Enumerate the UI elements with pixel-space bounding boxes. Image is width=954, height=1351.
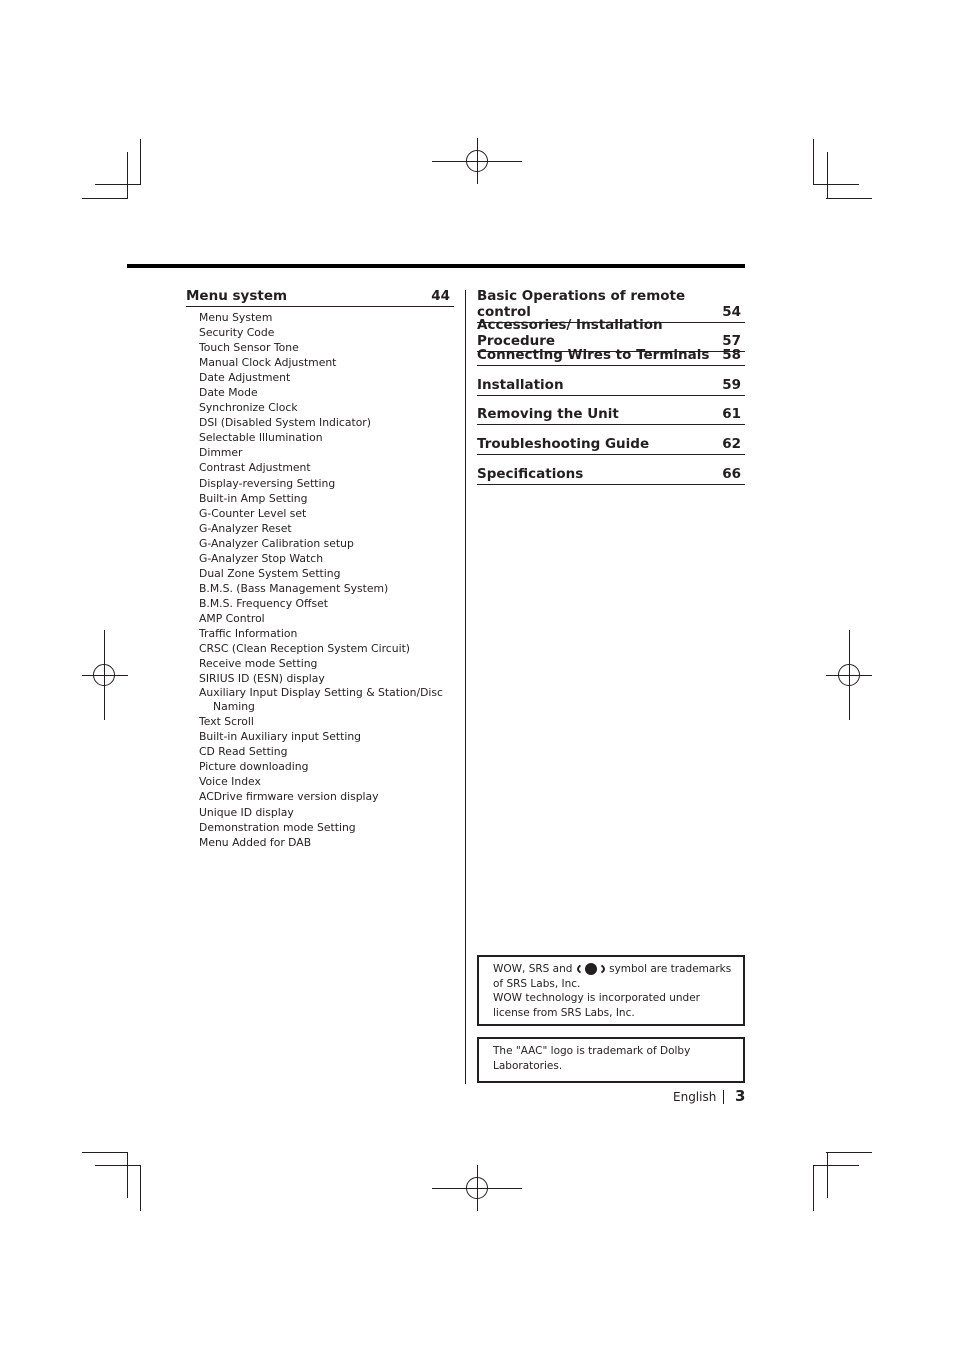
footer-language: English <box>673 1090 717 1104</box>
toc-entry-page: 44 <box>431 288 450 304</box>
toc-entry-connecting-wires[interactable] <box>477 347 745 366</box>
menu-subitem[interactable]: Auxiliary Input Display Setting & Station/Disc <box>199 686 443 700</box>
toc-entry-installation[interactable] <box>477 377 745 396</box>
srs-notice-line2: WOW technology is incorporated under license from SRS Labs, Inc. <box>493 992 700 1019</box>
toc-entry-title: Installation <box>477 377 564 393</box>
menu-subitem[interactable]: Display-reversing Setting <box>199 476 336 490</box>
menu-subitem[interactable]: SIRIUS ID (ESN) display <box>199 672 325 686</box>
toc-entry-removing-unit[interactable] <box>477 406 745 425</box>
srs-notice-text-before: WOW, SRS and <box>493 963 573 975</box>
menu-subitem[interactable]: Demonstration mode Setting <box>199 820 356 834</box>
column-divider <box>465 290 466 1084</box>
menu-subitem[interactable]: ACDrive firmware version display <box>199 790 379 804</box>
menu-subitem[interactable]: Menu System <box>199 311 273 324</box>
toc-entry-page: 59 <box>722 377 741 393</box>
menu-subitem[interactable]: Receive mode Setting <box>199 657 318 671</box>
menu-subitem[interactable]: Dual Zone System Setting <box>199 566 341 580</box>
menu-subitem[interactable]: Touch Sensor Tone <box>199 341 299 355</box>
menu-subitem[interactable]: Date Mode <box>199 386 258 400</box>
toc-entry-title: Menu system <box>186 288 288 304</box>
toc-entry-title: Connecting Wires to Terminals <box>477 347 710 363</box>
menu-subitem[interactable]: Security Code <box>199 326 275 340</box>
toc-entry-page: 61 <box>722 406 741 422</box>
menu-subitem[interactable]: G-Counter Level set <box>199 506 307 520</box>
menu-subitem[interactable]: CRSC (Clean Reception System Circuit) <box>199 642 411 656</box>
srs-notice-text-after: symbol are trademarks of SRS Labs, Inc. <box>493 963 732 990</box>
menu-subitem[interactable]: Picture downloading <box>199 760 309 774</box>
menu-subitem[interactable]: DSI (Disabled System Indicator) <box>199 416 371 430</box>
menu-subitem[interactable]: Text Scroll <box>199 715 254 729</box>
srs-circle-logo-icon <box>577 962 605 976</box>
menu-subitem-continuation[interactable]: Naming <box>213 700 255 714</box>
menu-subitem[interactable]: G-Analyzer Stop Watch <box>199 551 324 565</box>
header-rule <box>127 264 745 268</box>
toc-entry-page: 54 <box>722 304 741 320</box>
toc-entry-page: 57 <box>722 333 741 349</box>
page-number: 3 <box>735 1087 746 1105</box>
menu-subitem-list <box>199 310 454 850</box>
menu-subitem[interactable]: Built-in Amp Setting <box>199 491 308 505</box>
menu-subitem[interactable]: Menu Added for DAB <box>199 835 312 849</box>
menu-subitem[interactable]: B.M.S. (Bass Management System) <box>199 581 389 595</box>
footer-separator <box>723 1090 724 1104</box>
menu-subitem[interactable]: B.M.S. Frequency Offset <box>199 596 328 610</box>
menu-subitem[interactable]: Built-in Auxiliary input Setting <box>199 730 362 744</box>
toc-entry-title: Basic Operations of remote control <box>477 288 686 320</box>
menu-subitem[interactable]: Voice Index <box>199 775 261 789</box>
aac-notice-text: The "AAC" logo is trademark of Dolby Laboratories. <box>493 1045 691 1072</box>
toc-entry-page: 62 <box>722 436 741 452</box>
srs-trademark-notice <box>477 955 745 1026</box>
toc-entry-menu-system[interactable] <box>186 288 454 307</box>
toc-entry-title: Specifications <box>477 466 584 482</box>
toc-entry-title: Accessories/ Installation Procedure <box>477 317 663 349</box>
toc-entry-troubleshooting[interactable] <box>477 436 745 455</box>
menu-subitem[interactable]: G-Analyzer Reset <box>199 521 292 535</box>
menu-subitem[interactable]: Unique ID display <box>199 805 294 819</box>
menu-subitem[interactable]: Dimmer <box>199 446 243 460</box>
menu-subitem[interactable]: Traffic Information <box>199 626 298 640</box>
menu-subitem[interactable]: Manual Clock Adjustment <box>199 356 337 370</box>
menu-subitem[interactable]: G-Analyzer Calibration setup <box>199 536 354 550</box>
menu-subitem[interactable]: AMP Control <box>199 611 265 625</box>
menu-subitem[interactable]: Date Adjustment <box>199 371 291 385</box>
toc-entry-page: 66 <box>722 466 741 482</box>
menu-subitem[interactable]: CD Read Setting <box>199 745 288 759</box>
toc-entry-title: Troubleshooting Guide <box>477 436 650 452</box>
menu-subitem[interactable]: Selectable Illumination <box>199 431 323 445</box>
aac-trademark-notice <box>477 1037 745 1083</box>
toc-entry-page: 58 <box>722 347 741 363</box>
toc-entry-specifications[interactable] <box>477 466 745 485</box>
menu-subitem[interactable]: Contrast Adjustment <box>199 461 311 475</box>
toc-entry-title: Removing the Unit <box>477 406 619 422</box>
menu-subitem[interactable]: Synchronize Clock <box>199 401 298 415</box>
